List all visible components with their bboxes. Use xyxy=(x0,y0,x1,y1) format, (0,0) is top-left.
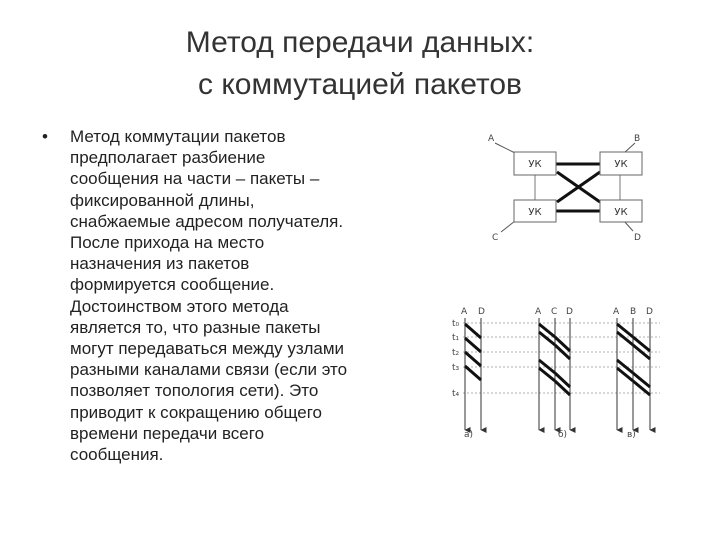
bullet-line: разными каналами связи (если это xyxy=(70,360,348,380)
bullet-line: позволяет топология сети). Это xyxy=(70,381,319,401)
timing-diagram-a xyxy=(461,307,485,440)
time-label-t0: t₀ xyxy=(452,319,460,329)
col-label: A xyxy=(535,307,542,317)
bullet-symbol: • xyxy=(42,127,48,146)
bullet-line: сообщения. xyxy=(70,445,164,465)
col-label: D xyxy=(566,307,573,317)
diagram-caption-c: в) xyxy=(627,430,636,440)
time-label-t1: t₁ xyxy=(452,333,460,343)
time-label-t3: t₃ xyxy=(452,363,460,373)
svg-text:УК: УК xyxy=(614,207,628,218)
time-label-t2: t₂ xyxy=(452,348,460,358)
svg-text:УК: УК xyxy=(614,159,628,170)
timing-diagram-c xyxy=(613,307,653,440)
svg-text:УК: УК xyxy=(528,159,542,170)
col-label: C xyxy=(551,307,558,317)
label-b: B xyxy=(634,134,641,144)
col-label: B xyxy=(630,307,637,317)
bullet-line: времени передачи всего xyxy=(70,423,265,443)
title-line-1: Метод передачи данных: xyxy=(185,26,535,59)
col-label: A xyxy=(613,307,620,317)
bullet-line: приводит к сокращению общего xyxy=(70,402,322,422)
col-label: A xyxy=(461,307,468,317)
bullet-line: предполагает разбиение xyxy=(70,148,266,168)
bullet-line: является то, что разные пакеты xyxy=(70,317,321,337)
bullet-line: сообщения на части – пакеты – xyxy=(70,169,320,189)
bullet-line: формируется сообщение. xyxy=(70,275,275,295)
timing-diagram-b xyxy=(535,307,573,440)
diagram-caption-a: а) xyxy=(464,430,474,440)
col-label: D xyxy=(478,307,485,317)
bullet-line: могут передаваться между узлами xyxy=(70,339,345,359)
title-line-2: с коммутацией пакетов xyxy=(198,68,522,101)
diagram-caption-b: б) xyxy=(558,430,568,440)
label-d: D xyxy=(634,233,641,243)
bullet-line: Достоинством этого метода xyxy=(70,296,289,316)
svg-text:УК: УК xyxy=(528,207,542,218)
bullet-line: Метод коммутации пакетов xyxy=(70,127,286,146)
label-a: A xyxy=(488,134,495,144)
bullet-line: назначения из пакетов xyxy=(70,254,250,274)
bullet-line: фиксированной длины, xyxy=(70,190,255,210)
bullet-line: снабжаемые адресом получателя. xyxy=(70,211,344,231)
time-label-t4: t₄ xyxy=(452,389,460,399)
col-label: D xyxy=(646,307,653,317)
label-c: C xyxy=(492,233,499,243)
bullet-line: После прихода на место xyxy=(70,233,265,253)
